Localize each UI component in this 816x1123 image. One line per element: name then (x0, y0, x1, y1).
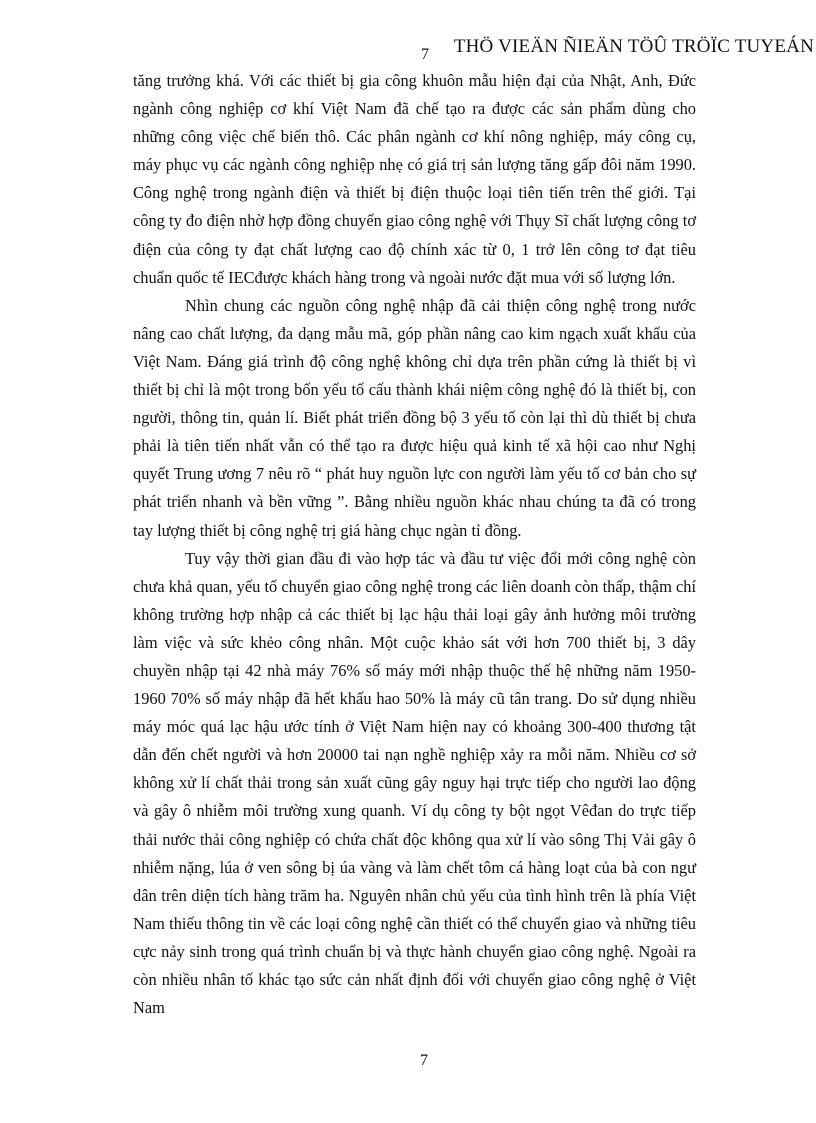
page-number-top: 7 (421, 46, 429, 63)
header-watermark: THÖ VIEÄN ÑIEÄN TÖÛ TRÖÏC TUYEÁN (453, 36, 814, 57)
document-body (133, 67, 696, 1022)
paragraph-1: tăng trưởng khá. Với các thiết bị gia công khuôn mẫu hiện đại của Nhật, Anh, Đức ngành công nghiệp cơ khí Việt Nam đã chế tạo ra được các sản phẩm dùng cho những công việc chế biến thô. Các phân ngành cơ khí nông nghiệp, máy công cụ, máy phục vụ các ngành công nghiệp nhẹ có giá trị sản lượng tăng gấp đôi năm 1990. Công nghệ trong ngành điện và thiết bị điện thuộc loại tiên tiến trên thế giới. Tại công ty đo điện nhờ hợp đồng chuyển giao công nghệ với Thụy Sĩ chất lượng công tơ điện của công ty đạt chất lượng cao độ chính xác từ 0, 1 trở lên công tơ đạt tiêu chuẩn quốc tế IECđược khách hàng trong và ngoài nước đặt mua với số lượng lớn. (133, 71, 696, 287)
page-number-bottom: 7 (420, 1052, 428, 1069)
paragraph-2: Nhìn chung các nguồn công nghệ nhập đã cải thiện công nghệ trong nước nâng cao chất lượng, đa dạng mẫu mã, góp phần nâng cao kim ngạch xuất khẩu của Việt Nam. Đáng giá trình độ công nghệ không chỉ dựa trên phần cứng là thiết bị vì thiết bị chỉ là một trong bốn yếu tố cấu thành khái niệm công nghệ đó là thiết bị, con người, thông tin, quản lí. Biết phát triển đồng bộ 3 yếu tố còn lại thì dù thiết bị chưa phải là tiên tiến nhất vẫn có thể tạo ra được hiệu quả kinh tế xã hội cao như Nghị quyết Trung ương 7 nêu rõ “ phát huy nguồn lực con người làm yếu tố cơ bản cho sự phát triển nhanh và bền vững ”. Bằng nhiều nguồn khác nhau chúng ta đã có trong tay lượng thiết bị công nghệ trị giá hàng chục ngàn tỉ đồng. (133, 295, 696, 540)
paragraph-3: Tuy vậy thời gian đầu đi vào hợp tác và đầu tư việc đổi mới công nghệ còn chưa khả quan, yếu tố chuyển giao công nghệ trong các liên doanh còn thấp, thậm chí không trường hợp nhập cả các thiết bị lạc hậu thải loại gây ảnh hưởng môi trường làm việc và sức khẻo công nhân. Một cuộc khảo sát với hơn 700 thiết bị, 3 dây chuyền nhập tại 42 nhà máy 76% số máy mới nhập thuộc thế hệ những năm 1950-1960 70% số máy nhập đã hết khấu hao 50% là máy cũ tân trang. Do sử dụng nhiều máy móc quá lạc hậu ước tính ở Việt Nam hiện nay có khoảng 300-400 thương tật dẫn đến chết người và hơn 20000 tai nạn nghề nghiệp xảy ra mỗi năm. Nhiều cơ sở không xử lí chất thải trong sản xuất cũng gây nguy hại trực tiếp cho người lao động và gây ô nhiễm môi trường xung quanh. Ví dụ công ty bột ngọt Vêđan do trực tiếp thải nước thải công nghiệp có chứa chất độc không qua xử lí vào sông Thị Vải gây ô nhiễm nặng, lúa ở ven sông bị úa vàng và làm chết tôm cá hàng loạt của bà con ngư dân trên diện tích hàng trăm ha. Nguyên nhân chủ yếu của tình hình trên là phía Việt Nam thiếu thông tin về các loại công nghệ cần thiết có thể chuyển giao và những tiêu cực nảy sinh trong quá trình chuẩn bị và thực hành chuyển giao công nghệ. Ngoài ra còn nhiều nhân tố khác tạo sức cản nhất định đối với chuyển giao công nghệ ở Việt Nam (133, 548, 696, 1018)
